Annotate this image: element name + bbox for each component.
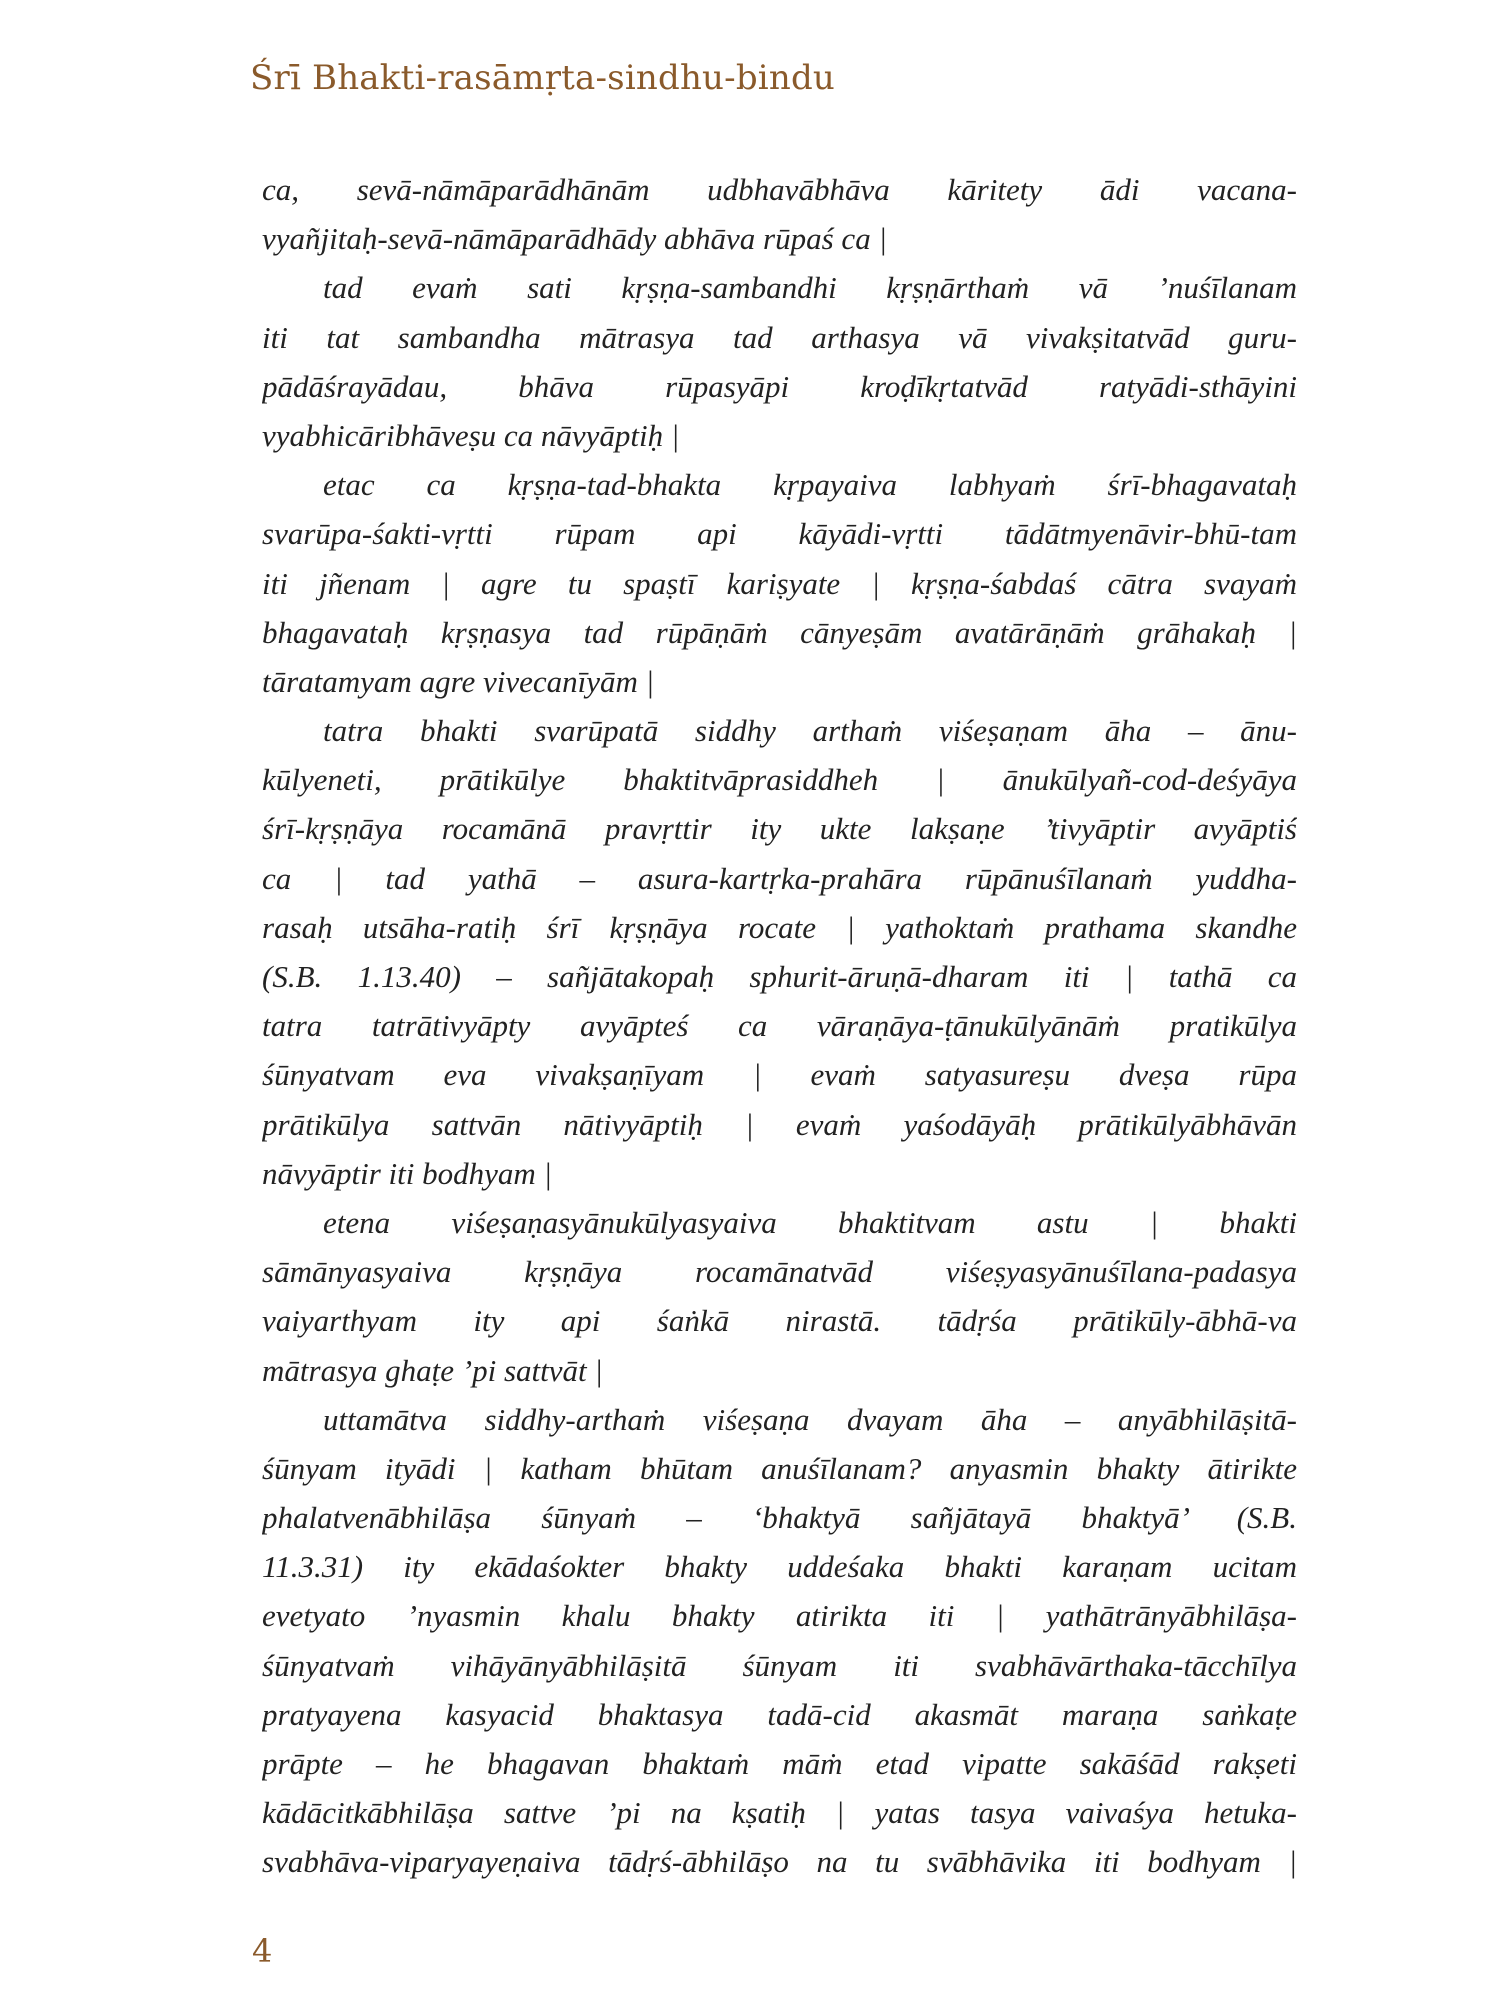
text-line: uttamātva siddhy-arthaṁ viśeṣaṇa dvayam āha – anyābhilāṣitā- bbox=[323, 1401, 1297, 1437]
text-line: phalatvenābhilāṣa śūnyaṁ – ‘bhaktyā sañjātayā bhaktyā’ (S.B. bbox=[262, 1500, 1297, 1536]
text-line: tatra tatrātivyāpty avyāpteś ca vāraṇāya-ṭānukūlyānāṁ pratikūlya bbox=[262, 1008, 1297, 1044]
text-line: prātikūlya sattvān nātivyāptiḥ | evaṁ yaśodāyāḥ prātikūlyābhāvān bbox=[262, 1106, 1297, 1142]
text-line: ca, sevā-nāmāparādhānām udbhavābhāva kāritety ādi vacana- bbox=[262, 172, 1297, 207]
text-line: etena viśeṣaṇasyānukūlyasyaiva bhaktitvam astu | bhakti bbox=[323, 1204, 1297, 1240]
text-line: pādāśrayādau, bhāva rūpasyāpi kroḍīkṛtatvād ratyādi-sthāyini bbox=[262, 368, 1297, 404]
text-line: kādācitkābhilāṣa sattve ’pi na kṣatiḥ | yatas tasya vaivaśya hetuka- bbox=[262, 1795, 1297, 1831]
text-line: tāratamyam agre vivecanīyām | bbox=[262, 663, 655, 699]
text-line: vyañjitaḥ-sevā-nāmāparādhādy abhāva rūpaś ca | bbox=[262, 221, 887, 257]
text-line: prāpte – he bhagavan bhaktaṁ māṁ etad vipatte sakāśād rakṣeti bbox=[262, 1746, 1297, 1781]
text-line: tatra bhakti svarūpatā siddhy arthaṁ viśeṣaṇam āha – ānu- bbox=[323, 713, 1297, 749]
body-text bbox=[262, 165, 1297, 1887]
text-line: bhagavataḥ kṛṣṇasya tad rūpāṇāṁ cānyeṣām avatārāṇāṁ grāhakaḥ | bbox=[262, 614, 1297, 650]
text-line: mātrasya ghaṭe ’pi sattvāt | bbox=[262, 1352, 603, 1388]
text-line: śūnyatvam eva vivakṣaṇīyam | evaṁ satyasureṣu dveṣa rūpa bbox=[262, 1057, 1297, 1093]
text-line: (S.B. 1.13.40) – sañjātakopaḥ sphurit-āruṇā-dharam iti | tathā ca bbox=[262, 959, 1297, 994]
text-line: sāmānyasyaiva kṛṣṇāya rocamānatvād viśeṣyasyānuśīlana-padasya bbox=[262, 1254, 1297, 1290]
text-line: svabhāva-viparyayeṇaiva tādṛś-ābhilāṣo na tu svābhāvika iti bodhyam | bbox=[262, 1844, 1297, 1880]
text-line: nāvyāptir iti bodhyam | bbox=[262, 1155, 553, 1191]
text-line: śrī-kṛṣṇāya rocamānā pravṛttir ity ukte lakṣaṇe ’tivyāptir avyāptiś bbox=[262, 811, 1297, 847]
text-line: evetyato ’nyasmin khalu bhakty atirikta iti | yathātrānyābhilāṣa- bbox=[262, 1598, 1297, 1634]
text-line: svarūpa-śakti-vṛtti rūpam api kāyādi-vṛtti tādātmyenāvir-bhū-tam bbox=[262, 516, 1297, 552]
text-line: kūlyeneti, prātikūlye bhaktitvāprasiddheh | ānukūlyañ-cod-deśyāya bbox=[262, 762, 1297, 798]
text-line: ca | tad yathā – asura-kartṛka-prahāra rūpānuśīlanaṁ yuddha- bbox=[262, 860, 1297, 896]
text-line: pratyayena kasyacid bhaktasya tadā-cid akasmāt maraṇa saṅkaṭe bbox=[262, 1696, 1297, 1732]
text-line: iti tat sambandha mātrasya tad arthasya vā vivakṣitatvād guru- bbox=[262, 319, 1297, 355]
text-line: śūnyatvaṁ vihāyānyābhilāṣitā śūnyam iti svabhāvārthaka-tācchīlya bbox=[262, 1647, 1297, 1683]
text-line: tad evaṁ sati kṛṣṇa-sambandhi kṛṣṇārthaṁ vā ’nuśīlanam bbox=[323, 270, 1297, 306]
text-line: śūnyam ityādi | katham bhūtam anuśīlanam? anyasmin bhakty ātirikte bbox=[262, 1450, 1297, 1486]
running-header-title: Śrī Bhakti-rasāmṛta-sindhu-bindu bbox=[250, 58, 836, 98]
text-line: iti jñenam | agre tu spaṣtī kariṣyate | kṛṣṇa-śabdaś cātra svayaṁ bbox=[262, 565, 1297, 601]
page-number: 4 bbox=[252, 1932, 273, 1970]
text-line: rasaḥ utsāha-ratiḥ śrī kṛṣṇāya rocate | yathoktaṁ prathama skandhe bbox=[262, 909, 1297, 945]
text-line: etac ca kṛṣṇa-tad-bhakta kṛpayaiva labhyaṁ śrī-bhagavataḥ bbox=[323, 467, 1297, 503]
text-line: vyabhicāribhāveṣu ca nāvyāptiḥ | bbox=[262, 417, 680, 453]
text-line: 11.3.31) ity ekādaśokter bhakty uddeśaka bhakti karaṇam ucitam bbox=[262, 1549, 1297, 1585]
text-line: vaiyarthyam ity api śaṅkā nirastā. tādṛśa prātikūly-ābhā-va bbox=[262, 1303, 1297, 1339]
